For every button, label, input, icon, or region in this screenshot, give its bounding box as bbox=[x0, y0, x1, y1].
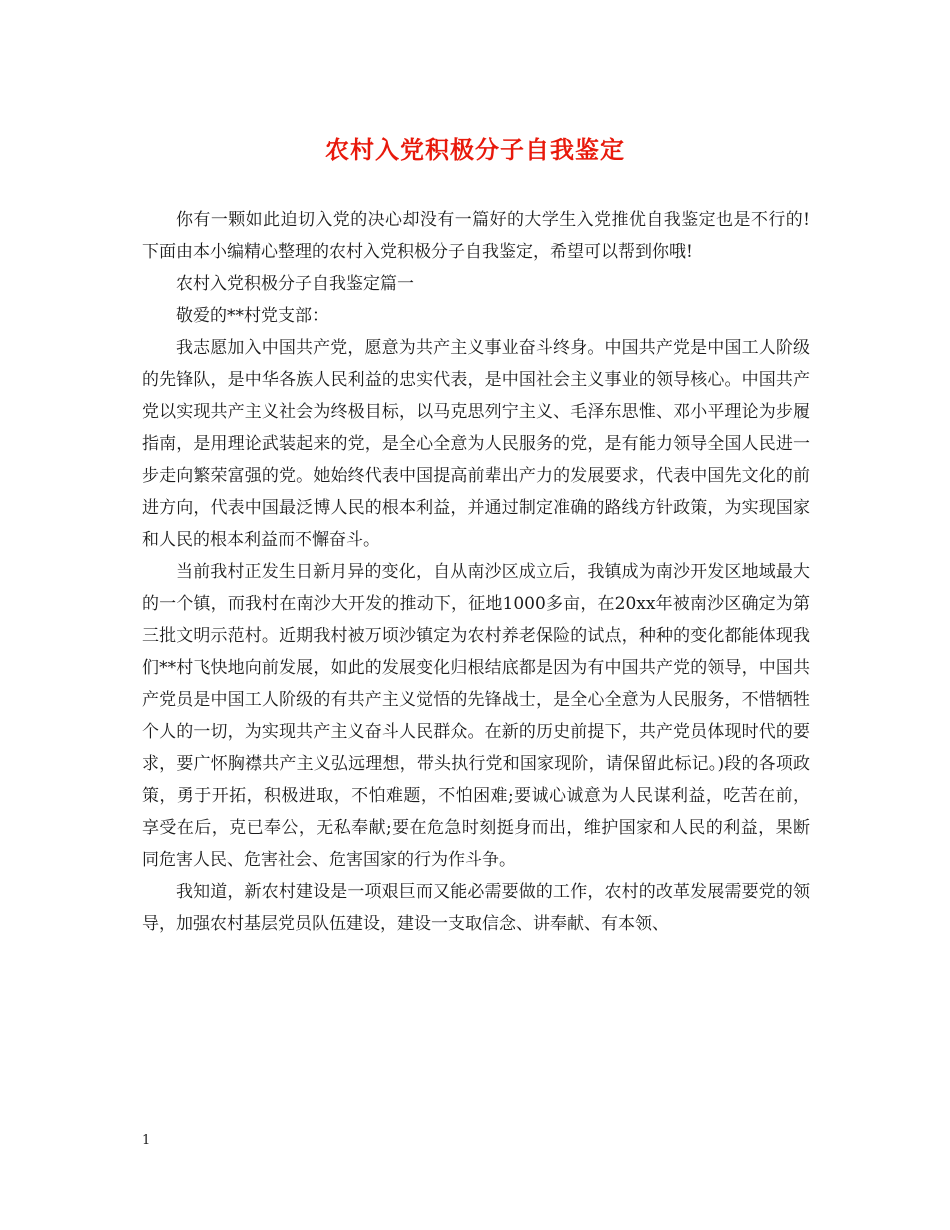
paragraph-salutation: 敬爱的**村党支部： bbox=[176, 306, 329, 326]
paragraph-body-2: 当前我村正发生日新月异的变化，自从南沙区成立后，我镇成为南沙开发区地域最大的一个镇，而我村在南沙大开发的推动下，征地1000多亩，在20xx年被南沙区确定为第三批文明示范村。近期我村被万顷沙镇定为农村养老保险的试点，种种的变化都能体现我们**村飞快地向前发展，如此的发展变化归根结底都是因为有中国共产党的领导，中国共产党员是中国工人阶级的有共产主义觉悟的先锋战士，是全心全意为人民服务，不惜牺牲个人的一切，为实现共产主义奋斗人民群众。在新的历史前提下，共产党员体现时代的要求，要广怀胸襟共产主义弘远理想，带头执行党和国家现阶，请保留此标记。)段的各项政策，勇于开拓，积极进取，不怕难题，不怕困难;要诚心诚意为人民谋利益，吃苦在前，享受在后，克已奉公，无私奉献;要在危急时刻挺身而出，维护国家和人民的利益，果断同危害人民、危害社会、危害国家的行为作斗争。 bbox=[142, 562, 810, 870]
document-title: 农村入党积极分子自我鉴定 bbox=[325, 135, 625, 164]
paragraph-body-3: 我知道，新农村建设是一项艰巨而又能必需要做的工作，农村的改革发展需要党的领导，加强农村基层党员队伍建设，建设一支取信念、讲奉献、有本领、 bbox=[142, 882, 810, 934]
paragraph-intro: 你有一颗如此迫切入党的决心却没有一篇好的大学生入党推优自我鉴定也是不行的!下面由本小编精心整理的农村入党积极分子自我鉴定，希望可以帮到你哦! bbox=[142, 210, 810, 262]
page-number: 1 bbox=[142, 1133, 151, 1148]
paragraph-body-1: 我志愿加入中国共产党，愿意为共产主义事业奋斗终身。中国共产党是中国工人阶级的先锋队，是中华各族人民利益的忠实代表，是中国社会主义事业的领导核心。中国共产党以实现共产主义社会为终极目标，以马克思列宁主义、毛泽东思惟、邓小平理论为步履指南，是用理论武装起来的党，是全心全意为人民服务的党，是有能力领导全国人民进一步走向繁荣富强的党。她始终代表中国提高前辈出产力的发展要求，代表中国先文化的前进方向，代表中国最泛博人民的根本利益，并通过制定准确的路线方针政策，为实现国家和人民的根本利益而不懈奋斗。 bbox=[142, 338, 810, 550]
paragraph-section-heading: 农村入党积极分子自我鉴定篇一 bbox=[176, 274, 414, 294]
document-body bbox=[142, 204, 810, 940]
